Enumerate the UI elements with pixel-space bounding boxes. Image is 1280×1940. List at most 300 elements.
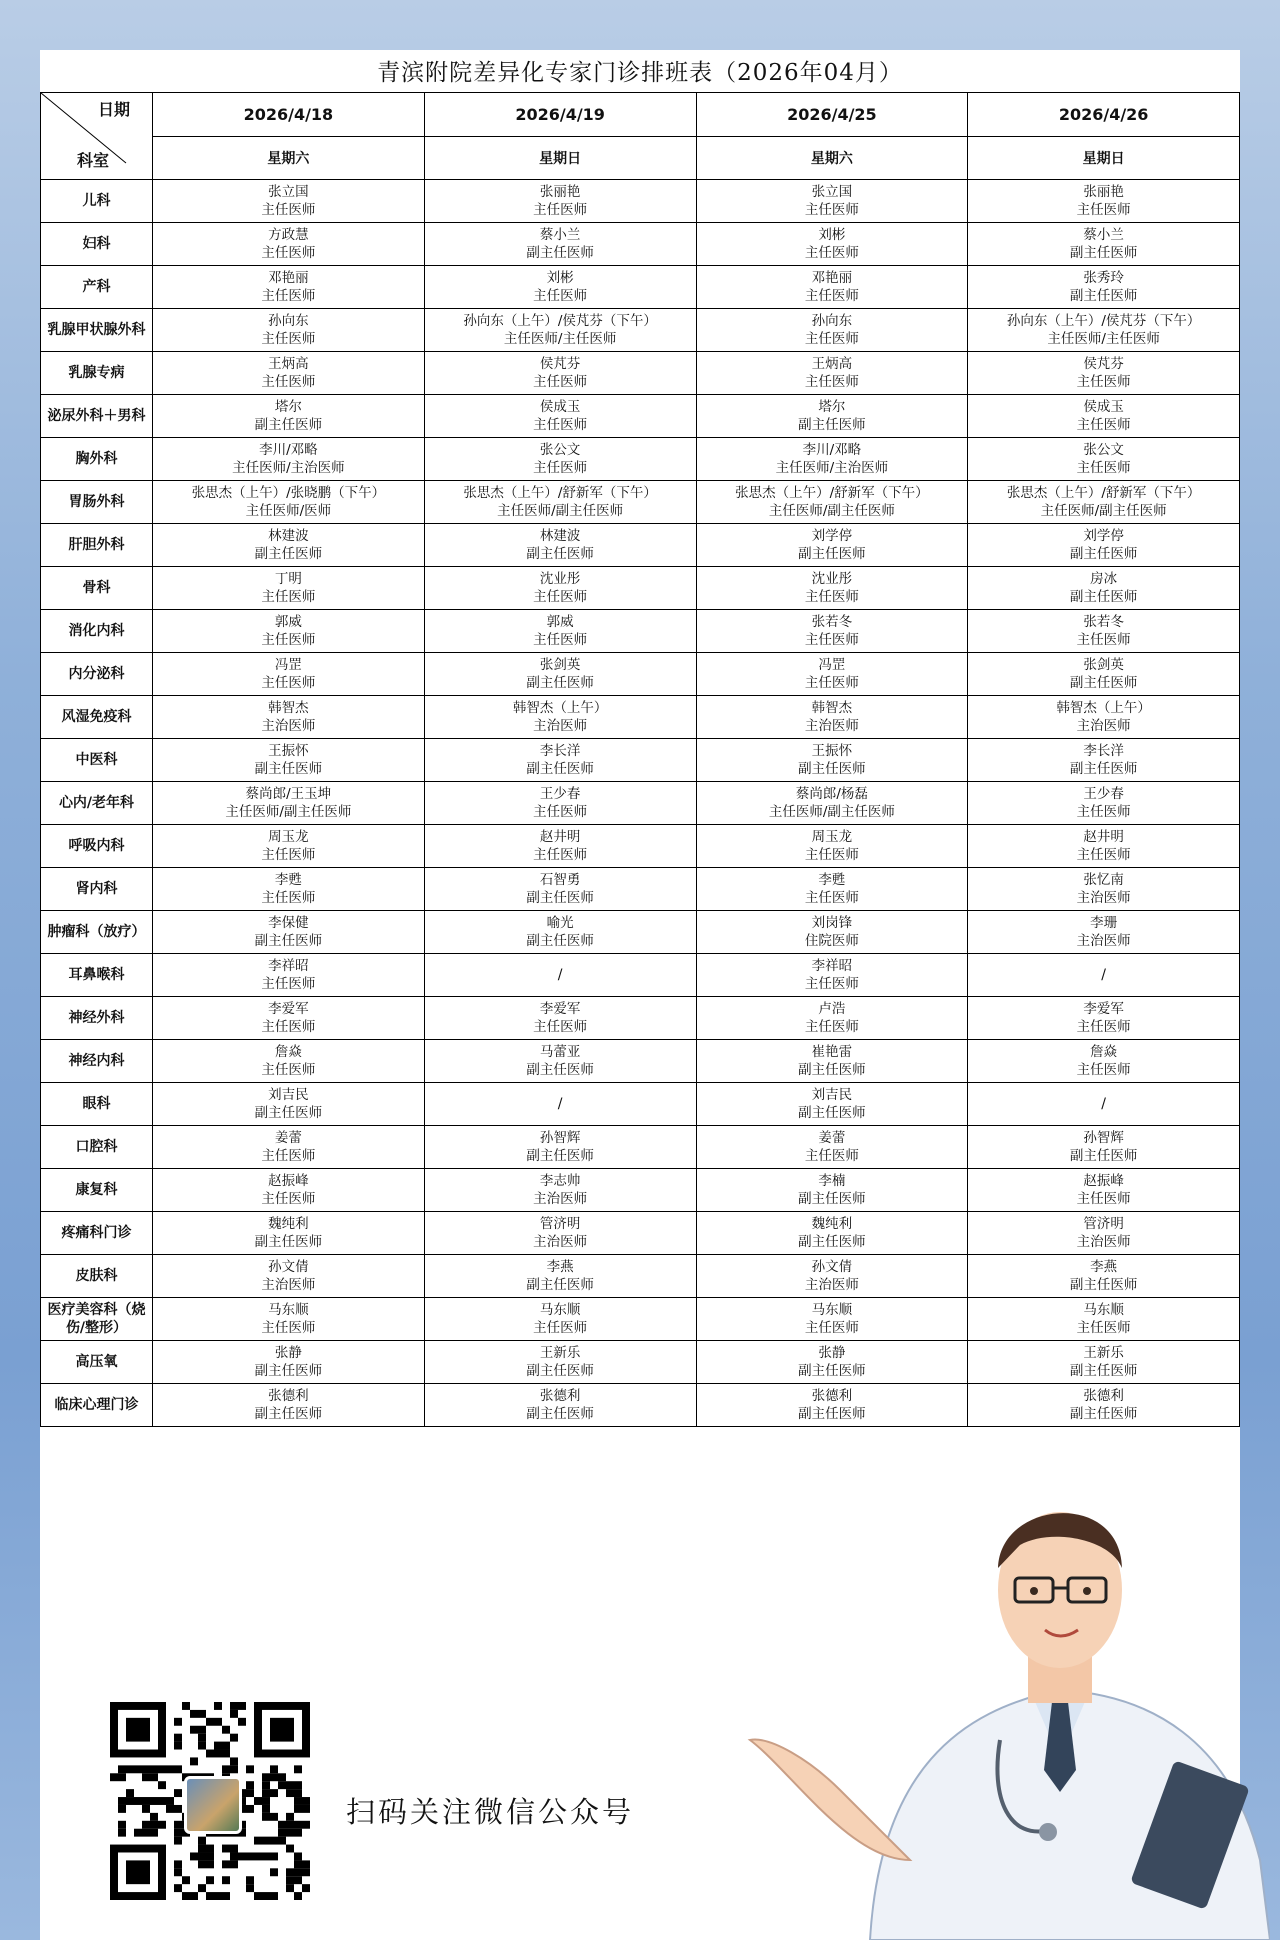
doctor-name: 李楠 xyxy=(818,1173,846,1189)
doctor-title: 副主任医师 xyxy=(798,1062,866,1078)
schedule-cell xyxy=(153,309,425,352)
doctor-name: 张秀玲 xyxy=(1083,270,1124,286)
doctor-title: 主任医师/医师 xyxy=(245,503,332,519)
schedule-cell xyxy=(424,739,696,782)
table-row xyxy=(41,1040,1240,1083)
doctor-name: 蔡小兰 xyxy=(539,227,581,243)
doctor-name: / xyxy=(1101,1096,1106,1112)
schedule-cell xyxy=(424,1126,696,1169)
schedule-cell xyxy=(424,395,696,438)
doctor-title: 主任医师/主任医师 xyxy=(1047,331,1160,347)
schedule-cell xyxy=(696,309,968,352)
schedule-cell xyxy=(153,1341,425,1384)
schedule-cell xyxy=(696,825,968,868)
schedule-cell xyxy=(424,1341,696,1384)
table-row xyxy=(41,1169,1240,1212)
doctor-name: 侯芃芬 xyxy=(1083,356,1124,372)
doctor-name: 刘吉民 xyxy=(811,1087,853,1103)
schedule-cell xyxy=(153,395,425,438)
schedule-cell xyxy=(696,1040,968,1083)
doctor-name: 石智勇 xyxy=(539,872,581,888)
doctor-name: 孙智辉 xyxy=(539,1130,581,1146)
doctor-title: 主任医师/副主任医师 xyxy=(497,503,624,519)
schedule-cell xyxy=(424,352,696,395)
schedule-cell xyxy=(696,1169,968,1212)
schedule-cell xyxy=(153,352,425,395)
doctor-name: 房冰 xyxy=(1090,571,1118,587)
doctor-title: 副主任医师 xyxy=(1069,245,1138,261)
department-cell: 耳鼻喉科 xyxy=(41,954,153,997)
doctor-title: 主任医师 xyxy=(261,1148,316,1164)
doctor-name: 张思杰（上午）/张晓鹏（下午） xyxy=(191,485,386,501)
schedule-cell xyxy=(424,1169,696,1212)
schedule-cell xyxy=(696,610,968,653)
doctor-title: 副主任医师 xyxy=(526,675,594,691)
doctor-name: 刘彬 xyxy=(818,227,846,243)
schedule-cell xyxy=(424,954,696,997)
doctor-name: 张忆南 xyxy=(1083,872,1124,888)
doctor-name: 刘学停 xyxy=(1083,528,1124,544)
doctor-name: 喻光 xyxy=(546,915,574,931)
doctor-title: 主任医师 xyxy=(533,460,588,476)
doctor-title: 主任医师 xyxy=(533,589,588,605)
doctor-name: 孙向东 xyxy=(268,313,309,329)
schedule-cell xyxy=(424,481,696,524)
doctor-name: 李燕 xyxy=(546,1259,574,1275)
doctor-name: 塔尔 xyxy=(818,399,846,415)
schedule-cell xyxy=(968,954,1240,997)
date-header: 2026/4/25 xyxy=(696,93,968,137)
doctor-name: 孙向东（上午）/侯芃芬（下午） xyxy=(463,313,657,329)
doctor-title: 主任医师 xyxy=(804,245,859,261)
department-cell: 肾内科 xyxy=(41,868,153,911)
schedule-cell xyxy=(696,782,968,825)
schedule-cell xyxy=(696,567,968,610)
doctor-name: 王新乐 xyxy=(1083,1345,1124,1361)
doctor-illustration-icon xyxy=(730,1440,1270,1940)
doctor-name: 王振怀 xyxy=(268,743,309,759)
schedule-cell xyxy=(153,1126,425,1169)
schedule-cell xyxy=(424,180,696,223)
doctor-title: 副主任医师 xyxy=(526,933,594,949)
doctor-title: 主任医师 xyxy=(804,202,859,218)
doctor-name: 管济明 xyxy=(539,1216,581,1232)
doctor-name: 林建波 xyxy=(268,528,309,544)
doctor-title: 主任医师 xyxy=(533,288,588,304)
schedule-cell xyxy=(696,481,968,524)
doctor-title: 主任医师/副主任医师 xyxy=(1040,503,1167,519)
doctor-name: 李珊 xyxy=(1090,915,1118,931)
doctor-title: 主任医师 xyxy=(261,890,316,906)
doctor-name: 孙文倩 xyxy=(811,1259,853,1275)
doctor-title: 副主任医师 xyxy=(798,1105,866,1121)
doctor-name: 张静 xyxy=(274,1345,302,1361)
doctor-title: 主任医师 xyxy=(261,288,316,304)
schedule-cell xyxy=(424,309,696,352)
doctor-title: 副主任医师 xyxy=(254,1234,323,1250)
table-row xyxy=(41,266,1240,309)
schedule-cell xyxy=(424,1212,696,1255)
schedule-cell xyxy=(696,696,968,739)
schedule-cell xyxy=(153,696,425,739)
doctor-name: 张静 xyxy=(818,1345,846,1361)
schedule-cell xyxy=(968,610,1240,653)
doctor-title: 主任医师 xyxy=(804,374,859,390)
doctor-title: 主任医师 xyxy=(1076,847,1131,863)
doctor-name: 李甦 xyxy=(274,872,302,888)
doctor-name: 刘吉民 xyxy=(268,1087,309,1103)
table-row xyxy=(41,1384,1240,1427)
doctor-title: 副主任医师 xyxy=(526,1062,594,1078)
doctor-title: 主治医师 xyxy=(533,718,588,734)
schedule-cell xyxy=(153,825,425,868)
schedule-cell xyxy=(153,1255,425,1298)
schedule-cell xyxy=(424,1384,696,1427)
schedule-cell xyxy=(696,1298,968,1341)
department-cell: 中医科 xyxy=(41,739,153,782)
table-row xyxy=(41,1341,1240,1384)
doctor-name: 韩智杰（上午） xyxy=(512,700,608,716)
doctor-name: 周玉龙 xyxy=(268,829,309,845)
department-cell: 骨科 xyxy=(41,567,153,610)
schedule-cell xyxy=(696,954,968,997)
doctor-name: 张剑英 xyxy=(1083,657,1124,673)
doctor-name: 李爱军 xyxy=(1083,1001,1124,1017)
doctor-name: 张若冬 xyxy=(1083,614,1124,630)
table-row xyxy=(41,481,1240,524)
doctor-title: 副主任医师 xyxy=(1069,1406,1138,1422)
doctor-title: 副主任医师 xyxy=(526,1406,594,1422)
doctor-name: 刘学停 xyxy=(811,528,853,544)
doctor-title: 主任医师 xyxy=(1076,1019,1131,1035)
doctor-title: 副主任医师 xyxy=(1069,1363,1138,1379)
schedule-cell xyxy=(153,782,425,825)
doctor-title: 主治医师 xyxy=(804,1277,859,1293)
schedule-cell xyxy=(968,739,1240,782)
schedule-cell xyxy=(968,997,1240,1040)
department-cell: 妇科 xyxy=(41,223,153,266)
doctor-name: 张丽艳 xyxy=(539,184,581,200)
doctor-title: 主任医师/主治医师 xyxy=(232,460,345,476)
doctor-title: 副主任医师 xyxy=(798,761,866,777)
doctor-title: 副主任医师 xyxy=(526,245,594,261)
schedule-cell xyxy=(153,739,425,782)
doctor-name: 李保健 xyxy=(268,915,309,931)
doctor-name: 韩智杰 xyxy=(268,700,309,716)
schedule-cell xyxy=(696,739,968,782)
table-row xyxy=(41,1083,1240,1126)
doctor-name: 马东顺 xyxy=(539,1302,581,1318)
schedule-cell xyxy=(153,1384,425,1427)
scan-follow-text: 扫码关注微信公众号 xyxy=(346,1795,635,1829)
doctor-title: 主任医师/副主任医师 xyxy=(225,804,352,820)
doctor-name: 管济明 xyxy=(1083,1216,1124,1232)
schedule-cell xyxy=(424,997,696,1040)
doctor-title: 主任医师 xyxy=(804,1019,859,1035)
doctor-name: 李志帅 xyxy=(539,1173,581,1189)
doctor-title: 副主任医师 xyxy=(798,1234,866,1250)
schedule-cell xyxy=(968,1212,1240,1255)
doctor-name: 张德利 xyxy=(1083,1388,1124,1404)
department-cell: 疼痛科门诊 xyxy=(41,1212,153,1255)
doctor-title: 副主任医师 xyxy=(254,1105,323,1121)
table-row xyxy=(41,395,1240,438)
doctor-name: 塔尔 xyxy=(274,399,302,415)
table-row xyxy=(41,180,1240,223)
doctor-title: 主任医师 xyxy=(261,675,316,691)
schedule-cell xyxy=(153,610,425,653)
schedule-cell xyxy=(696,911,968,954)
doctor-title: 主任医师/主任医师 xyxy=(503,331,617,347)
schedule-cell xyxy=(153,1083,425,1126)
doctor-name: 方政慧 xyxy=(268,227,309,243)
doctor-name: / xyxy=(557,1096,563,1112)
doctor-name: 王振怀 xyxy=(811,743,853,759)
doctor-name: / xyxy=(1101,967,1106,983)
schedule-cell xyxy=(424,524,696,567)
doctor-name: 冯罡 xyxy=(274,657,302,673)
doctor-name: 孙文倩 xyxy=(268,1259,309,1275)
department-cell: 泌尿外科＋男科 xyxy=(41,395,153,438)
table-row xyxy=(41,653,1240,696)
schedule-cell xyxy=(968,180,1240,223)
doctor-name: / xyxy=(557,967,563,983)
schedule-cell xyxy=(153,1169,425,1212)
doctor-title: 住院医师 xyxy=(804,933,859,949)
doctor-name: 刘岗锋 xyxy=(811,915,853,931)
schedule-cell xyxy=(153,180,425,223)
doctor-title: 主治医师 xyxy=(533,1234,588,1250)
schedule-cell xyxy=(424,1298,696,1341)
doctor-name: 周玉龙 xyxy=(811,829,853,845)
doctor-title: 副主任医师 xyxy=(1069,1277,1138,1293)
schedule-cell xyxy=(968,1126,1240,1169)
doctor-name: 魏纯利 xyxy=(268,1216,309,1232)
schedule-cell xyxy=(153,997,425,1040)
schedule-cell xyxy=(968,438,1240,481)
table-row xyxy=(41,825,1240,868)
doctor-title: 副主任医师 xyxy=(798,417,866,433)
doctor-title: 副主任医师 xyxy=(1069,1148,1138,1164)
qr-card xyxy=(96,1688,332,1914)
doctor-name: 邓艳丽 xyxy=(811,270,853,286)
schedule-cell xyxy=(696,1341,968,1384)
page-title: 青滨附院差异化专家门诊排班表（2026年04月） xyxy=(40,50,1240,93)
doctor-title: 主任医师 xyxy=(1076,804,1131,820)
doctor-name: 卢浩 xyxy=(818,1001,846,1017)
schedule-cell xyxy=(153,438,425,481)
schedule-cell xyxy=(968,266,1240,309)
schedule-cell xyxy=(696,223,968,266)
doctor-name: 马蕾亚 xyxy=(539,1044,581,1060)
doctor-title: 主任医师 xyxy=(261,632,316,648)
header-corner-cell xyxy=(41,93,153,180)
table-row xyxy=(41,954,1240,997)
doctor-title: 主治医师 xyxy=(1076,718,1131,734)
department-cell: 肝胆外科 xyxy=(41,524,153,567)
doctor-title: 副主任医师 xyxy=(526,1277,594,1293)
department-cell: 胸外科 xyxy=(41,438,153,481)
table-row xyxy=(41,524,1240,567)
doctor-title: 副主任医师 xyxy=(1069,546,1138,562)
department-cell: 心内/老年科 xyxy=(41,782,153,825)
schedule-cell xyxy=(696,1255,968,1298)
doctor-name: 姜蕾 xyxy=(818,1130,846,1146)
doctor-name: 张思杰（上午）/舒新军（下午） xyxy=(1006,485,1201,501)
doctor-name: 张德利 xyxy=(539,1388,581,1404)
schedule-cell xyxy=(696,1384,968,1427)
department-cell: 高压氧 xyxy=(41,1341,153,1384)
schedule-cell xyxy=(968,223,1240,266)
doctor-name: 张德利 xyxy=(268,1388,309,1404)
doctor-name: 李祥昭 xyxy=(268,958,309,974)
table-row xyxy=(41,868,1240,911)
schedule-cell xyxy=(424,911,696,954)
table-row xyxy=(41,352,1240,395)
table-row xyxy=(41,309,1240,352)
schedule-cell xyxy=(968,653,1240,696)
doctor-name: 张公文 xyxy=(539,442,581,458)
qr-logo-icon xyxy=(184,1776,242,1834)
table-row xyxy=(41,739,1240,782)
department-cell: 乳腺甲状腺外科 xyxy=(41,309,153,352)
schedule-cell xyxy=(968,352,1240,395)
doctor-title: 主任医师 xyxy=(1076,1191,1131,1207)
doctor-title: 主任医师 xyxy=(261,202,316,218)
doctor-name: 赵振峰 xyxy=(268,1173,309,1189)
schedule-cell xyxy=(153,653,425,696)
doctor-title: 副主任医师 xyxy=(254,933,323,949)
doctor-title: 主任医师 xyxy=(804,847,859,863)
schedule-cell xyxy=(968,696,1240,739)
doctor-name: 李长洋 xyxy=(1083,743,1124,759)
doctor-name: 李燕 xyxy=(1090,1259,1118,1275)
doctor-name: 韩智杰（上午） xyxy=(1056,700,1151,716)
doctor-name: 侯成玉 xyxy=(1083,399,1124,415)
doctor-name: 张若冬 xyxy=(811,614,853,630)
doctor-title: 主任医师 xyxy=(261,245,316,261)
doctor-title: 副主任医师 xyxy=(526,890,594,906)
doctor-name: 郭威 xyxy=(546,614,574,630)
doctor-title: 主任医师/副主任医师 xyxy=(768,804,895,820)
doctor-name: 孙向东 xyxy=(811,313,853,329)
schedule-cell xyxy=(424,653,696,696)
doctor-name: 崔艳雷 xyxy=(811,1044,853,1060)
schedule-cell xyxy=(696,1212,968,1255)
schedule-cell xyxy=(153,911,425,954)
doctor-name: 王炳高 xyxy=(268,356,309,372)
department-cell: 乳腺专病 xyxy=(41,352,153,395)
schedule-cell xyxy=(696,1083,968,1126)
doctor-title: 主治医师 xyxy=(533,1191,588,1207)
doctor-title: 主任医师/副主任医师 xyxy=(768,503,895,519)
doctor-name: 赵井明 xyxy=(1083,829,1124,845)
doctor-name: 姜蕾 xyxy=(274,1130,302,1146)
schedule-cell xyxy=(153,567,425,610)
table-row xyxy=(41,610,1240,653)
doctor-title: 主治医师 xyxy=(1076,933,1131,949)
doctor-name: 王新乐 xyxy=(539,1345,581,1361)
schedule-cell xyxy=(153,868,425,911)
doctor-title: 副主任医师 xyxy=(1069,761,1138,777)
schedule-cell xyxy=(153,1212,425,1255)
schedule-cell xyxy=(696,266,968,309)
date-header: 2026/4/19 xyxy=(424,93,696,137)
doctor-title: 主任医师 xyxy=(261,331,316,347)
doctor-name: 李甦 xyxy=(818,872,846,888)
doctor-name: 赵振峰 xyxy=(1083,1173,1124,1189)
doctor-name: 林建波 xyxy=(539,528,581,544)
department-cell: 神经外科 xyxy=(41,997,153,1040)
schedule-cell xyxy=(968,567,1240,610)
schedule-cell xyxy=(424,1255,696,1298)
schedule-cell xyxy=(968,1384,1240,1427)
doctor-title: 主治医师 xyxy=(1076,890,1131,906)
schedule-cell xyxy=(696,653,968,696)
table-row xyxy=(41,696,1240,739)
doctor-name: 詹焱 xyxy=(274,1044,302,1060)
doctor-title: 主任医师 xyxy=(533,202,588,218)
doctor-title: 副主任医师 xyxy=(526,761,594,777)
doctor-name: 马东顺 xyxy=(1083,1302,1124,1318)
doctor-title: 主任医师 xyxy=(261,847,316,863)
doctor-name: 孙向东（上午）/侯芃芬（下午） xyxy=(1006,313,1201,329)
doctor-title: 主任医师 xyxy=(1076,632,1131,648)
doctor-title: 副主任医师 xyxy=(254,546,323,562)
doctor-title: 主任医师 xyxy=(533,847,588,863)
doctor-name: 沈业彤 xyxy=(539,571,581,587)
schedule-cell xyxy=(153,223,425,266)
schedule-cell xyxy=(696,997,968,1040)
doctor-name: 冯罡 xyxy=(818,657,846,673)
doctor-name: 王炳高 xyxy=(811,356,853,372)
table-row xyxy=(41,1212,1240,1255)
department-cell: 产科 xyxy=(41,266,153,309)
schedule-cell xyxy=(696,868,968,911)
schedule-cell xyxy=(424,696,696,739)
doctor-name: 王少春 xyxy=(539,786,581,802)
doctor-title: 主任医师 xyxy=(804,1148,859,1164)
schedule-cell xyxy=(968,868,1240,911)
doctor-name: 李川/邓略 xyxy=(802,442,862,458)
schedule-cell xyxy=(968,309,1240,352)
doctor-name: 马东顺 xyxy=(811,1302,853,1318)
doctor-title: 主任医师 xyxy=(804,976,859,992)
doctor-name: 孙智辉 xyxy=(1083,1130,1124,1146)
doctor-title: 副主任医师 xyxy=(254,761,323,777)
schedule-cell xyxy=(968,782,1240,825)
doctor-title: 主任医师 xyxy=(804,890,859,906)
department-cell: 康复科 xyxy=(41,1169,153,1212)
doctor-name: 张立国 xyxy=(811,184,853,200)
doctor-title: 副主任医师 xyxy=(1069,288,1138,304)
department-cell: 胃肠外科 xyxy=(41,481,153,524)
schedule-cell xyxy=(153,1298,425,1341)
table-row xyxy=(41,1126,1240,1169)
table-row xyxy=(41,782,1240,825)
doctor-name: 张公文 xyxy=(1083,442,1124,458)
doctor-name: 侯成玉 xyxy=(539,399,581,415)
doctor-title: 主任医师 xyxy=(261,1191,316,1207)
doctor-title: 副主任医师 xyxy=(798,1363,866,1379)
schedule-cell xyxy=(968,1083,1240,1126)
schedule-cell xyxy=(968,524,1240,567)
doctor-name: 李祥昭 xyxy=(811,958,853,974)
schedule-cell xyxy=(968,395,1240,438)
doctor-title: 副主任医师 xyxy=(798,546,866,562)
weekday-header: 星期日 xyxy=(968,136,1240,180)
schedule-cell xyxy=(424,610,696,653)
